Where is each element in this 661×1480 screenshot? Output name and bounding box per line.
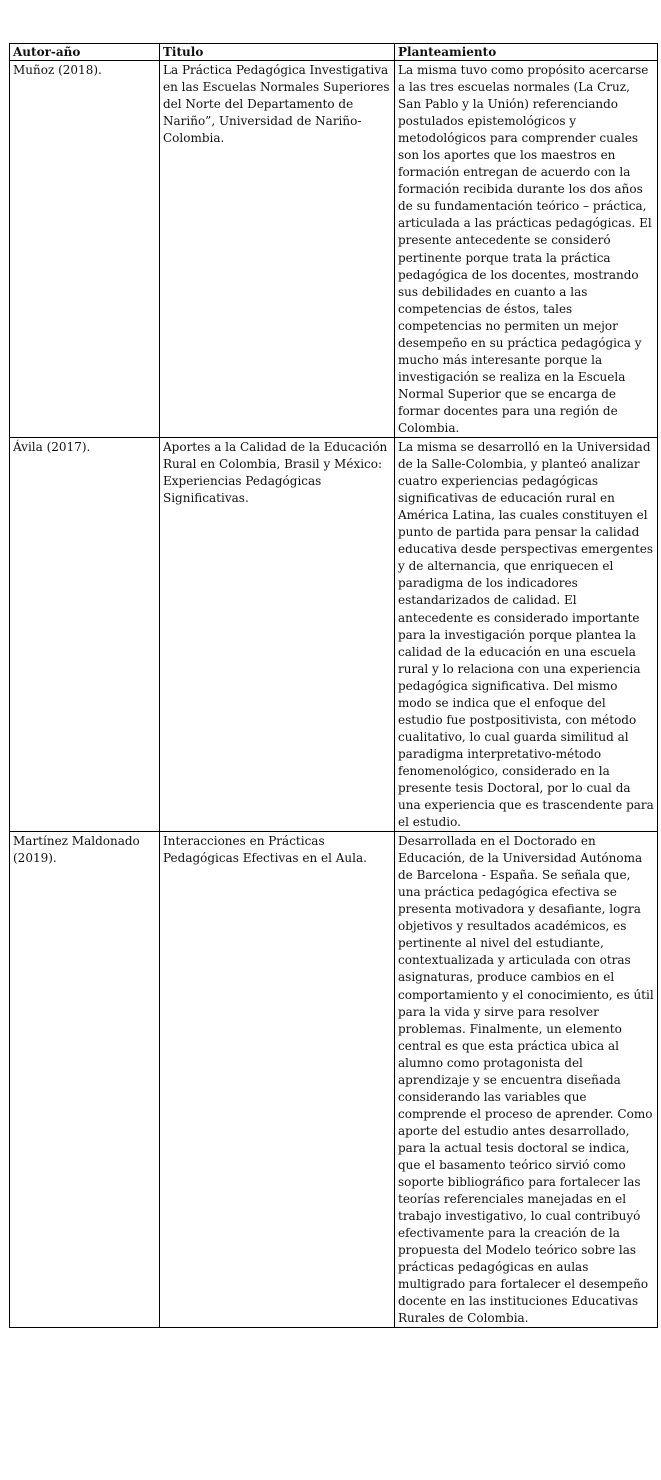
table-row	[10, 438, 658, 832]
header-statement: Planteamiento	[395, 44, 658, 61]
literature-review-table	[9, 43, 658, 1328]
cell-title: La Práctica Pedagógica Investigativa en las Escuelas Normales Superiores del Norte del Departamento de Nariño”, Universidad de Nariño-Colombia.	[160, 61, 395, 438]
cell-author: Ávila (2017).	[10, 438, 160, 832]
table-row	[10, 832, 658, 1328]
cell-summary: Desarrollada en el Doctorado en Educación, de la Universidad Autónoma de Barcelona - España. Se señala que, una práctica pedagógica efectiva se presenta motivadora y desafiante, logra objetivos y resultados académicos, es pertinente al nivel del estudiante, contextualizada y articulada con otras asignaturas, produce cambios en el comportamiento y el conocimiento, es útil para la vida y sirve para resolver problemas. Finalmente, un elemento central es que esta práctica ubica al alumno como protagonista del aprendizaje y se encuentra diseñada considerando las variables que comprende el proceso de aprender. Como aporte del estudio antes desarrollado, para la actual tesis doctoral se indica, que el basamento teórico sirvió como soporte bibliográfico para fortalecer las teorías referenciales manejadas en el trabajo investigativo, lo cual contribuyó efectivamente para la creación de la propuesta del Modelo teórico sobre las prácticas pedagógicas en aulas multigrado para fortalecer el desempeño docente en las instituciones Educativas Rurales de Colombia.	[395, 832, 658, 1328]
cell-title: Aportes a la Calidad de la Educación Rural en Colombia, Brasil y México: Experiencias Pedagógicas Significativas.	[160, 438, 395, 832]
cell-title: Interacciones en Prácticas Pedagógicas Efectivas en el Aula.	[160, 832, 395, 1328]
cell-author: Martínez Maldonado (2019).	[10, 832, 160, 1328]
table-header-row	[10, 44, 658, 61]
header-author-year: Autor-año	[10, 44, 160, 61]
header-title: Titulo	[160, 44, 395, 61]
table-row	[10, 61, 658, 438]
cell-summary: La misma se desarrolló en la Universidad de la Salle-Colombia, y planteó analizar cuatro experiencias pedagógicas significativas de educación rural en América Latina, las cuales constituyen el punto de partida para pensar la calidad educativa desde perspectivas emergentes y de alternancia, que enriquecen el paradigma de los indicadores estandarizados de calidad. El antecedente es considerado importante para la investigación porque plantea la calidad de la educación en una escuela rural y lo relaciona con una experiencia pedagógica significativa. Del mismo modo se indica que el enfoque del estudio fue postpositivista, con método cualitativo, lo cual guarda similitud al paradigma interpretativo-método fenomenológico, considerado en la presente tesis Doctoral, por lo cual da una experiencia que es trascendente para el estudio.	[395, 438, 658, 832]
cell-summary: La misma tuvo como propósito acercarse a las tres escuelas normales (La Cruz, San Pablo y la Unión) referenciando postulados epistemológicos y metodológicos para comprender cuales son los aportes que los maestros en formación entregan de acuerdo con la formación recibida durante los dos años de su fundamentación teórico – práctica, articulada a las prácticas pedagógicas. El presente antecedente se consideró pertinente porque trata la práctica pedagógica de los docentes, mostrando sus debilidades en cuanto a las competencias de éstos, tales competencias no permiten un mejor desempeño en su práctica pedagógica y mucho más interesante porque la investigación se realiza en la Escuela Normal Superior que se encarga de formar docentes para una región de Colombia.	[395, 61, 658, 438]
cell-author: Muñoz (2018).	[10, 61, 160, 438]
